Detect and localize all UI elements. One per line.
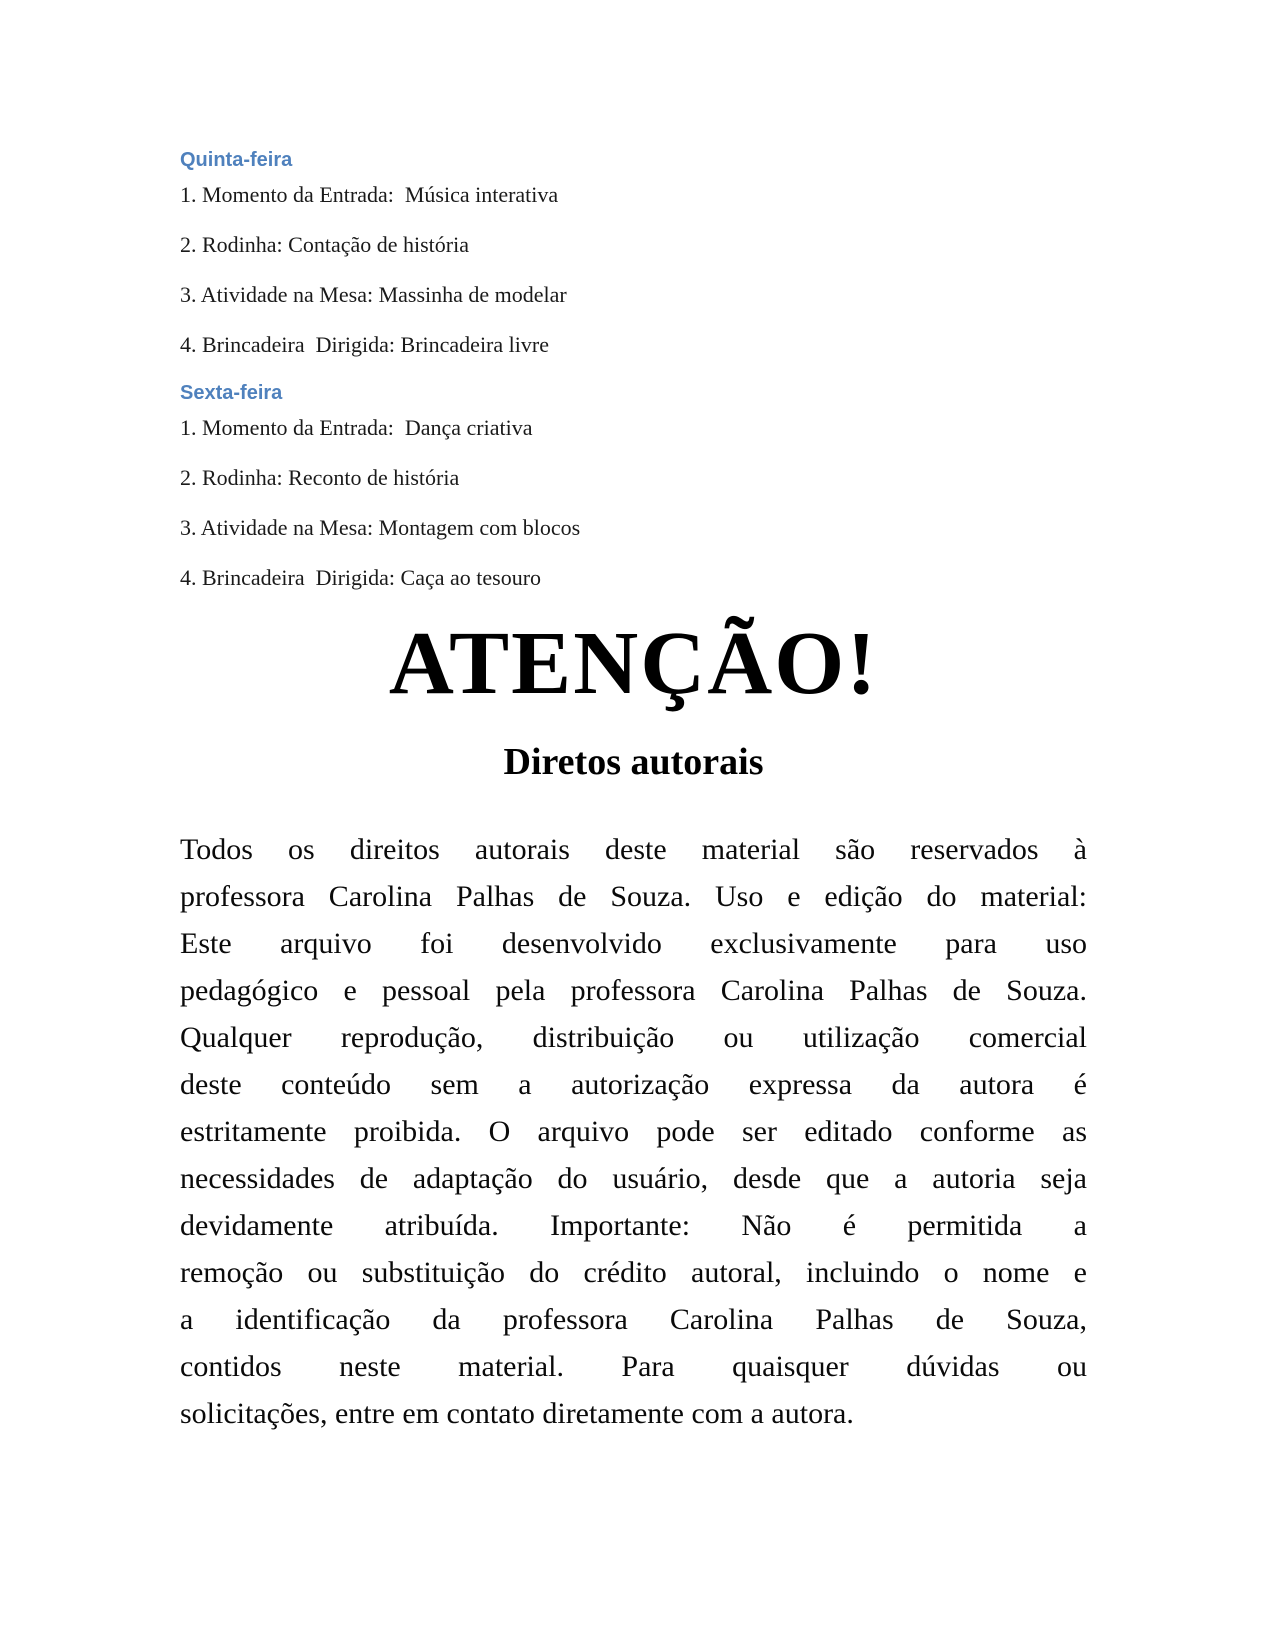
text-line: Qualquer reprodução, distribuição ou utilização comercial [180, 1021, 1087, 1055]
attention-heading: ATENÇÃO! [388, 614, 879, 713]
text-line: solicitações, entre em contato diretamente com a autora. [180, 1397, 854, 1431]
day-section-quinta [180, 148, 1087, 358]
schedule-item: 4. Brincadeira Dirigida: Caça ao tesouro [180, 565, 542, 590]
copyright-heading: Diretos autorais [503, 740, 764, 783]
day-section-sexta [180, 381, 1087, 591]
text-line: Todos os direitos autorais deste material são reservados à [180, 833, 1087, 867]
schedule-item: 4. Brincadeira Dirigida: Brincadeira livre [180, 332, 549, 357]
schedule-item: 2. Rodinha: Reconto de história [180, 465, 460, 490]
text-line: necessidades de adaptação do usuário, desde que a autoria seja [180, 1162, 1087, 1196]
day-heading-quinta: Quinta-feira [180, 149, 293, 171]
text-line: deste conteúdo sem a autorização expressa da autora é [180, 1068, 1087, 1102]
text-line: Este arquivo foi desenvolvido exclusivamente para uso [180, 927, 1087, 961]
schedule-item: 1. Momento da Entrada: Música interativa [180, 182, 559, 207]
day-heading-sexta: Sexta-feira [180, 382, 283, 404]
schedule-item: 2. Rodinha: Contação de história [180, 232, 469, 257]
text-line: estritamente proibida. O arquivo pode ser editado conforme as [180, 1115, 1087, 1149]
copyright-text [180, 826, 1087, 1437]
text-line: pedagógico e pessoal pela professora Carolina Palhas de Souza. [180, 974, 1087, 1008]
text-line: devidamente atribuída. Importante: Não é permitida a [180, 1209, 1087, 1243]
schedule-item: 3. Atividade na Mesa: Montagem com blocos [180, 515, 581, 540]
text-line: remoção ou substituição do crédito autoral, incluindo o nome e [180, 1256, 1087, 1290]
text-line: a identificação da professora Carolina Palhas de Souza, [180, 1303, 1087, 1337]
text-line: professora Carolina Palhas de Souza. Uso e edição do material: [180, 880, 1087, 914]
schedule-item: 3. Atividade na Mesa: Massinha de modelar [180, 282, 567, 307]
schedule-item: 1. Momento da Entrada: Dança criativa [180, 415, 533, 440]
text-line: contidos neste material. Para quaisquer dúvidas ou [180, 1350, 1087, 1384]
